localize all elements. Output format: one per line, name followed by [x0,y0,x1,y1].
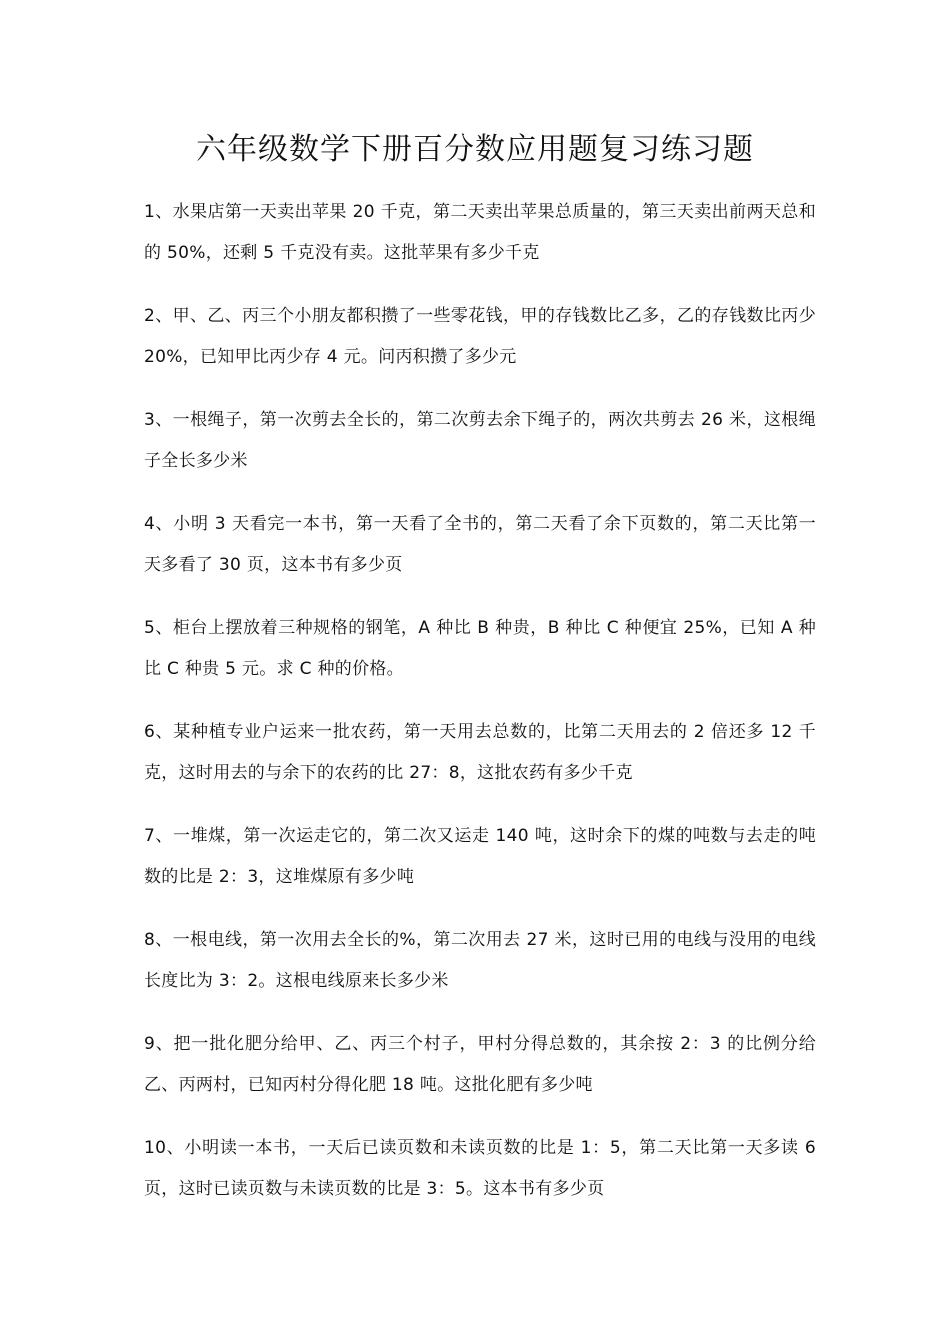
question-item: 3、一根绳子，第一次剪去全长的，第二次剪去余下绳子的，两次共剪去 26 米，这根绳子全长多少米 [144,410,816,471]
question-list [144,192,816,1232]
document-title: 六年级数学下册百分数应用题复习练习题 [196,132,754,167]
question-item: 5、柜台上摆放着三种规格的钢笔，A 种比 B 种贵，B 种比 C 种便宜 25%，已知 A 种比 C 种贵 5 元。求 C 种的价格。 [144,618,816,679]
question-item: 7、一堆煤，第一次运走它的，第二次又运走 140 吨，这时余下的煤的吨数与去走的吨数的比是 2：3，这堆煤原有多少吨 [144,826,816,887]
question-item: 1、水果店第一天卖出苹果 20 千克，第二天卖出苹果总质量的，第三天卖出前两天总和的 50%，还剩 5 千克没有卖。这批苹果有多少千克 [144,202,816,263]
question-item: 8、一根电线，第一次用去全长的%，第二次用去 27 米，这时已用的电线与没用的电线长度比为 3：2。这根电线原来长多少米 [144,930,816,991]
question-item: 6、某种植专业户运来一批农药，第一天用去总数的，比第二天用去的 2 倍还多 12 千克，这时用去的与余下的农药的比 27：8，这批农药有多少千克 [144,722,816,783]
question-item: 10、小明读一本书，一天后已读页数和未读页数的比是 1：5，第二天比第一天多读 6 页，这时已读页数与未读页数的比是 3：5。这本书有多少页 [144,1138,816,1199]
question-item: 2、甲、乙、丙三个小朋友都积攒了一些零花钱，甲的存钱数比乙多，乙的存钱数比丙少 20%，已知甲比丙少存 4 元。问丙积攒了多少元 [144,306,816,367]
question-item: 4、小明 3 天看完一本书，第一天看了全书的，第二天看了余下页数的，第二天比第一天多看了 30 页，这本书有多少页 [144,514,816,575]
question-item: 9、把一批化肥分给甲、乙、丙三个村子，甲村分得总数的，其余按 2：3 的比例分给乙、丙两村，已知丙村分得化肥 18 吨。这批化肥有多少吨 [144,1034,816,1095]
